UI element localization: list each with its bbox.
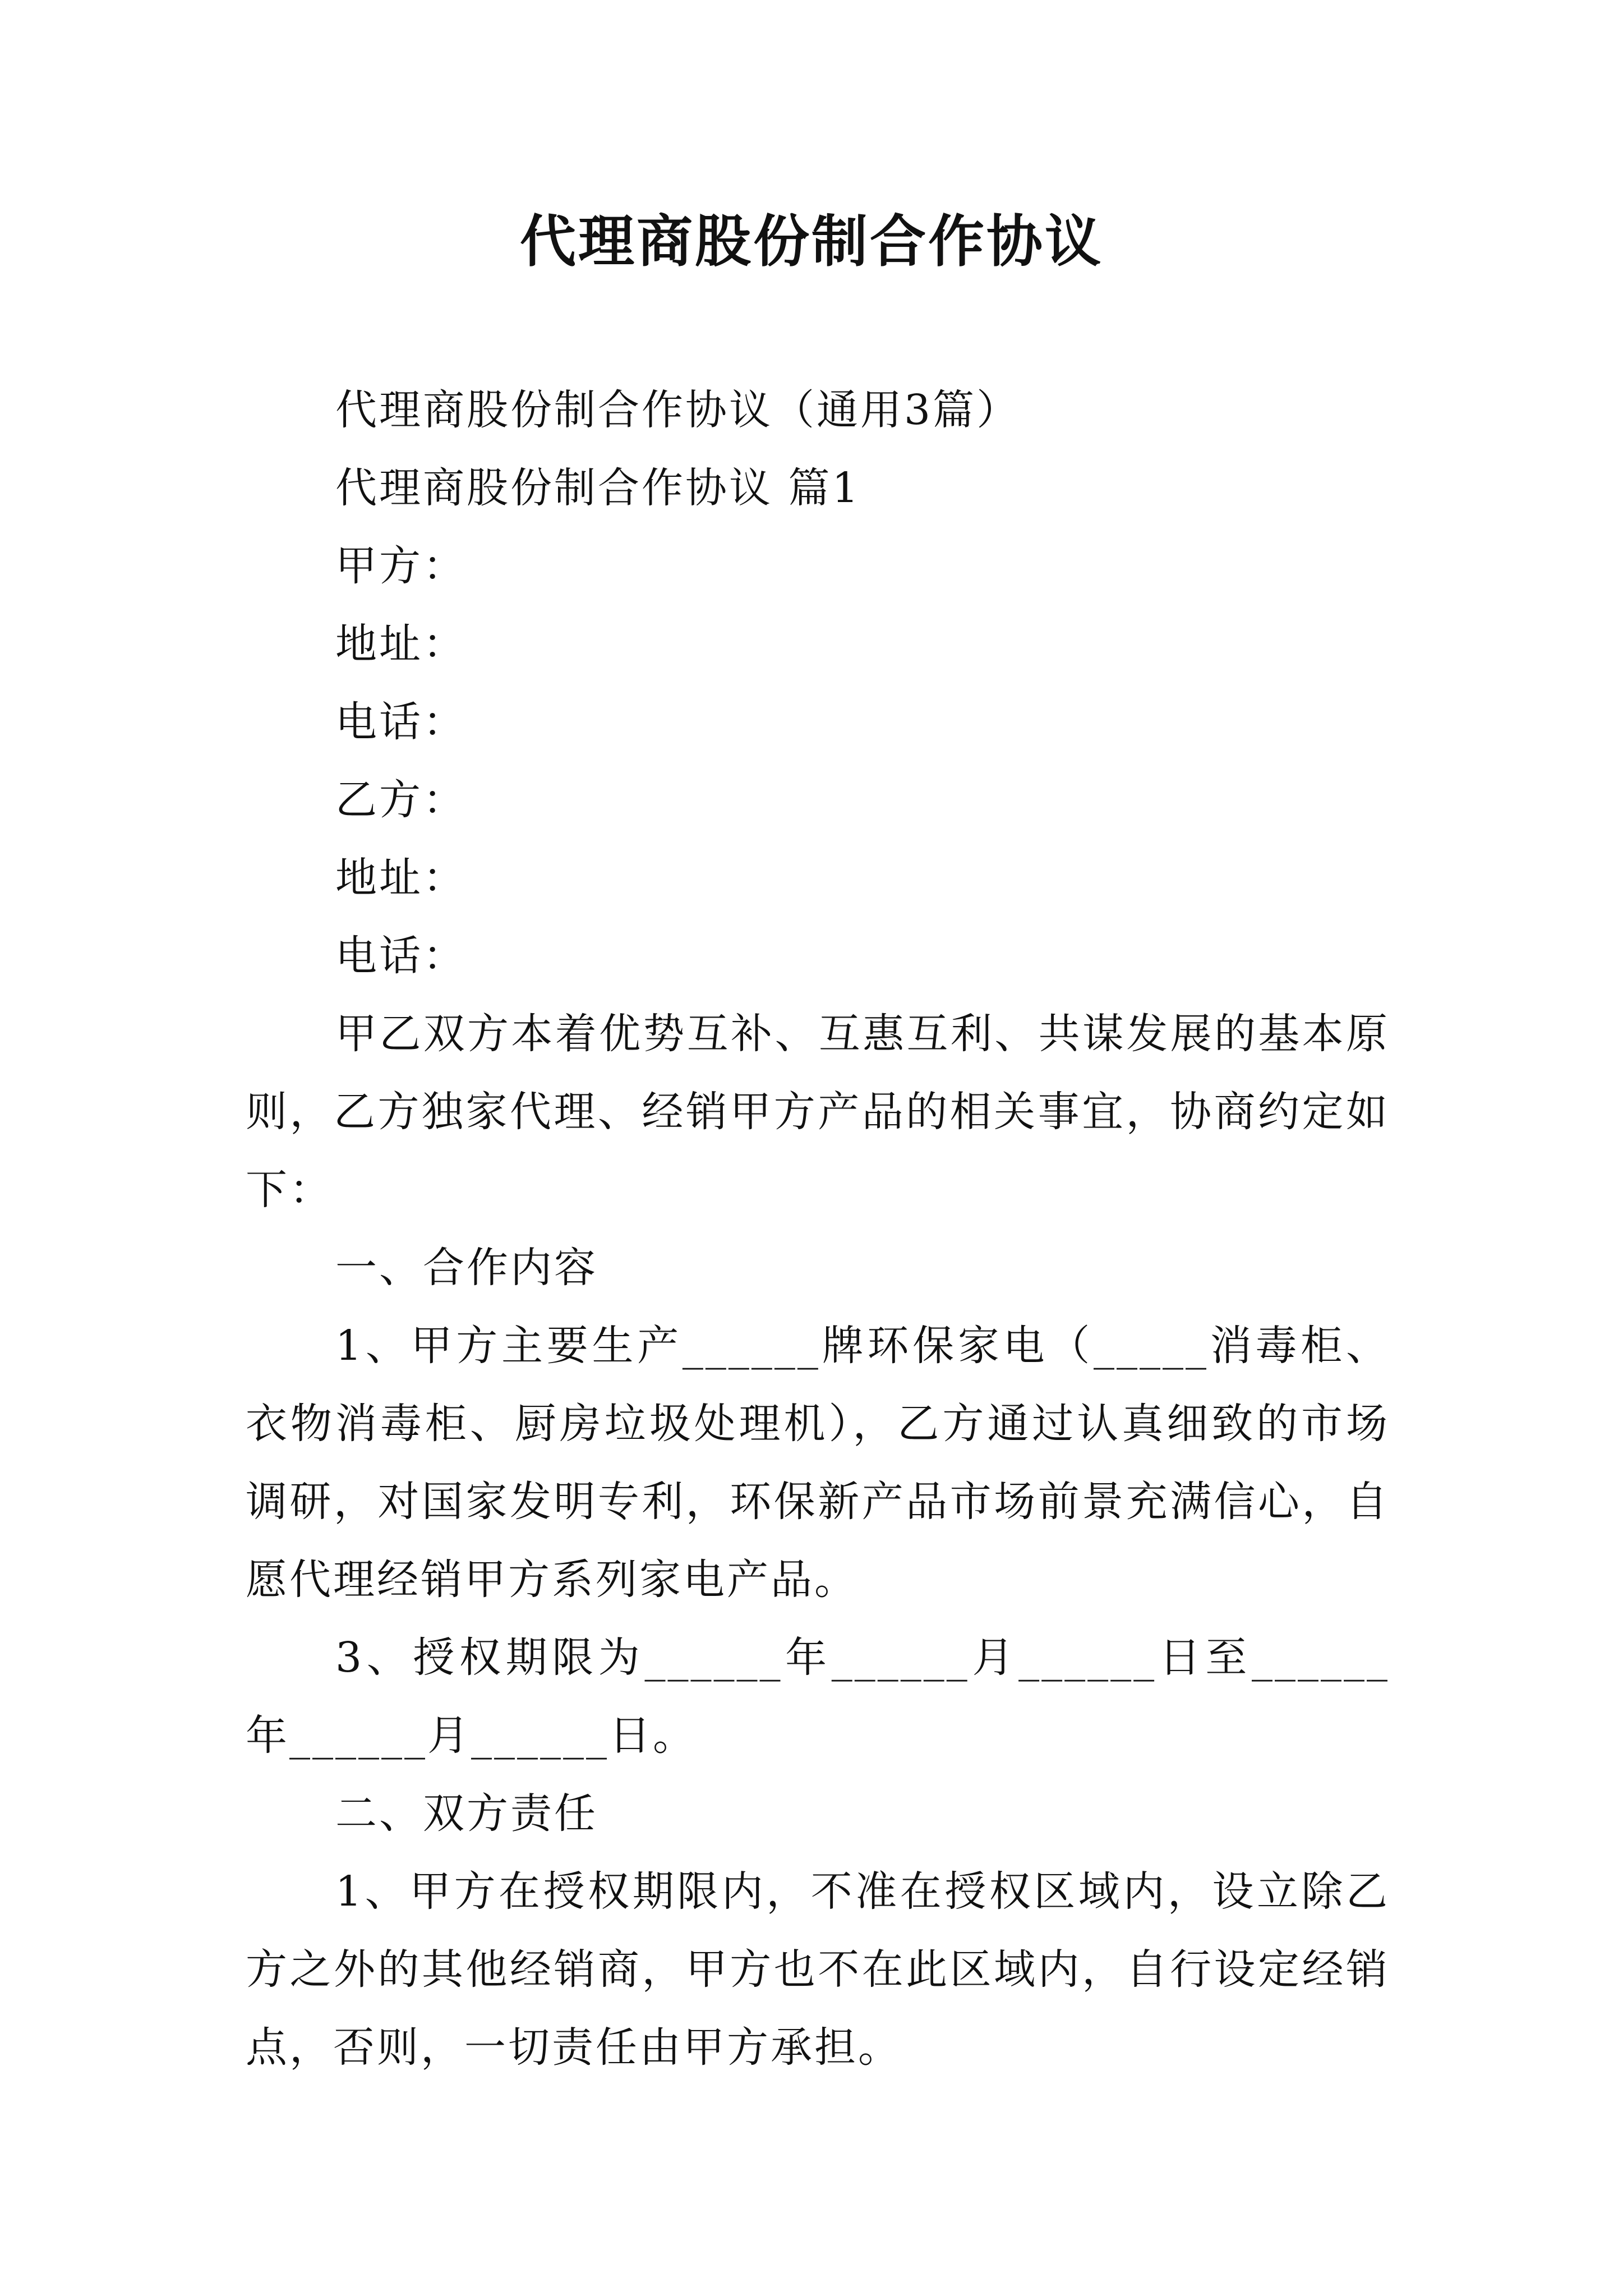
heading-responsibilities: 二、双方责任 (335, 1789, 598, 1838)
subtitle-line: 代理商股份制合作协议（通用3篇） (335, 386, 1021, 434)
party-b-phone: 电话： (335, 932, 467, 980)
preamble-paragraph: 甲乙双方本着优势互补、互惠互利、共谋发展的基本原则，乙方独家代理、经销甲方产品的相关事宜，协商约定如下： (246, 1010, 1390, 1214)
heading-cooperation: 一、合作内容 (335, 1244, 598, 1292)
party-a-address: 地址： (335, 620, 467, 668)
clause-paragraph: 1、甲方在授权期限内，不准在授权区域内，设立除乙方之外的其他经销商，甲方也不在此区域内，自行设定经销点，否则，一切责任由甲方承担。 (246, 1867, 1390, 2072)
clause-paragraph: 1、甲方主要生产______牌环保家电（_____消毒柜、衣物消毒柜、厨房垃圾处理机），乙方通过认真细致的市场调研，对国家发明专利，环保新产品市场前景充满信心，自愿代理经销甲方系列家电产品。 (246, 1322, 1390, 1604)
document-title: 代理商股份制合作协议 (520, 208, 1103, 274)
party-a-label: 甲方： (335, 542, 467, 590)
section-heading: 代理商股份制合作协议 篇1 (335, 464, 861, 512)
clause-paragraph: 3、授权期限为______年______月______日至______年______月______日。 (246, 1634, 1390, 1760)
party-b-address: 地址： (335, 854, 467, 902)
document-body (246, 371, 1390, 2087)
party-a-phone: 电话： (335, 698, 467, 746)
party-b-label: 乙方： (335, 776, 467, 824)
